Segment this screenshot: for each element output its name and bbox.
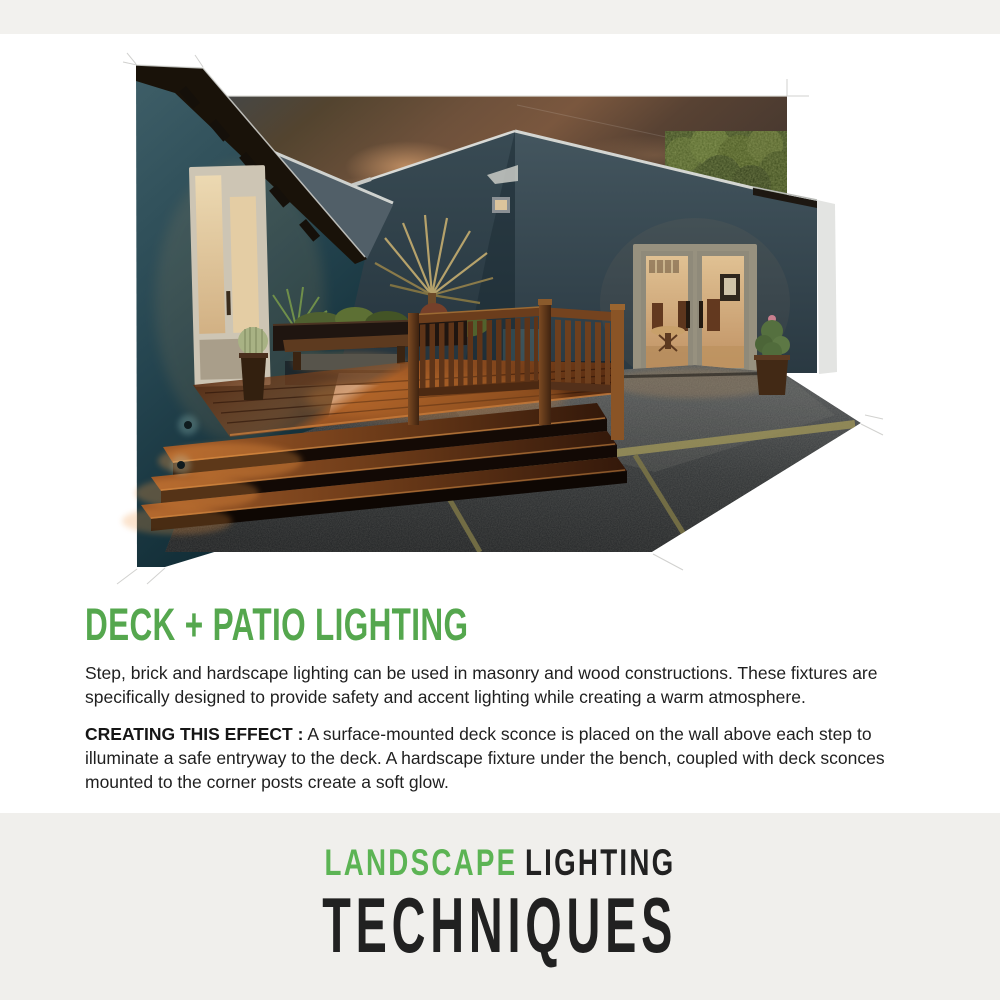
intro-paragraph: Step, brick and hardscape lighting can be used in masonry and wood constructions. These fixtures are specifically designed to provide safety and accent lighting while creating a warm atmosphere. xyxy=(85,663,878,708)
footer-title-text: TECHNIQUES xyxy=(322,881,678,969)
window-grille xyxy=(649,260,679,273)
door-handle xyxy=(226,291,231,315)
footer-title xyxy=(0,881,1000,969)
brand-landscape: LANDSCAPE xyxy=(324,842,518,883)
step-light-pool xyxy=(122,507,232,535)
section-heading: DECK + PATIO LIGHTING xyxy=(85,599,469,650)
framed-picture xyxy=(720,274,740,301)
railing-post xyxy=(408,313,419,425)
brand-lighting: LIGHTING xyxy=(524,842,676,883)
door-handle xyxy=(699,301,703,328)
deck-patio-illustration xyxy=(135,63,880,575)
step-light-pool xyxy=(135,477,259,509)
railing-post xyxy=(539,303,551,425)
glass-double-doors xyxy=(633,244,757,379)
balusters xyxy=(414,317,538,389)
small-lit-window xyxy=(492,197,510,213)
footer xyxy=(0,813,1000,1000)
brand-line xyxy=(0,844,1000,881)
effect-label: CREATING THIS EFFECT : xyxy=(85,724,304,745)
interior-floor xyxy=(702,346,744,368)
effect-text: A surface-mounted deck sconce is placed on the wall above each step to illuminate a safe entryway to the deck. A hardscape fixture under the bench, coupled with deck sconces mounted to the corner posts create a soft glow. xyxy=(85,724,885,793)
description-section xyxy=(85,601,933,795)
balusters xyxy=(546,319,610,385)
step-sconce xyxy=(178,415,198,435)
top-margin-strip xyxy=(0,0,1000,34)
railing-post xyxy=(611,308,624,440)
illustration-canvas xyxy=(135,63,880,575)
effect-paragraph xyxy=(85,723,933,795)
panel-edge-strip xyxy=(817,200,837,374)
step-sconce xyxy=(171,455,191,475)
door-handle xyxy=(686,301,690,328)
